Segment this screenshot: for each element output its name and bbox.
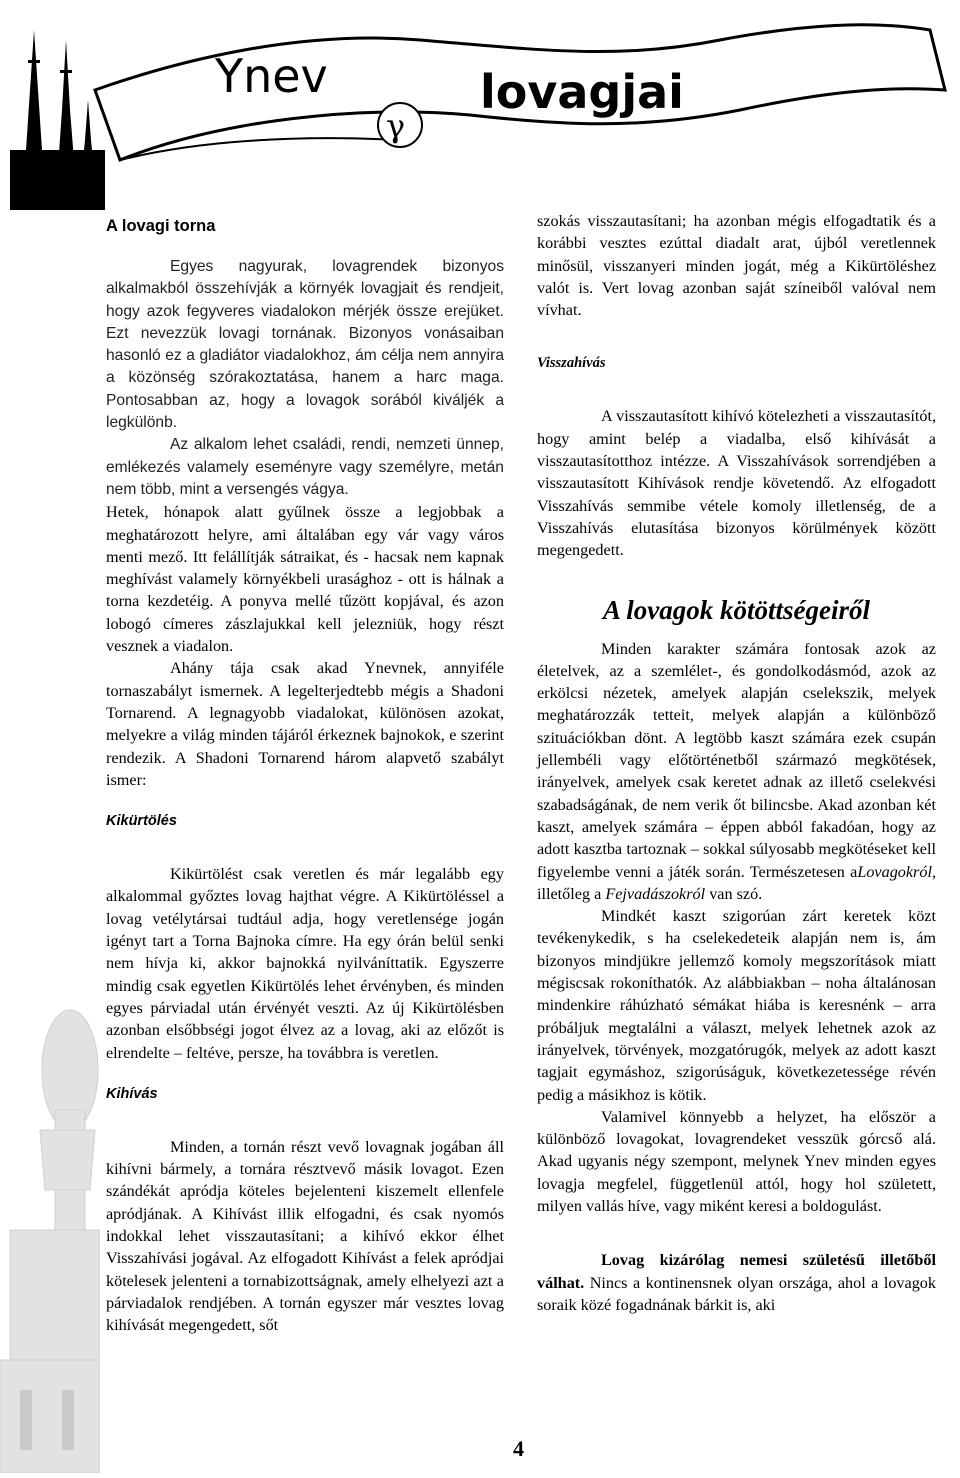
- knight-statue-icon: [0, 210, 100, 1473]
- right-column: [537, 210, 936, 1316]
- paragraph: Egyes nagyurak, lovagrendek bizonyos alkalmakból összehívják a környék lovagjait és rendjeit, hogy azok fegyveres viadalokon mérjék össze erejüket. Ezt nevezzük lovagi tornának. Bizonyos vonásaiban hasonló ez a gladiátor viadalokhoz, ám célja nem annyira a közönség szórakoztatása, hanem a harc maga. Pontosabban az, hogy a lovagok sorából kiváljék a legkülönb.: [106, 258, 504, 432]
- emblem-glyph: γ: [386, 107, 406, 145]
- paragraph: szokás visszautasítani; ha azonban mégis elfogadtatik és a korábbi vesztes ezúttal diadalt arat, újból veretlennek minősül, visszanyeri minden jogát, még a Kikürtöléshez valót is. Vert lovag azonban saját színeiből valóval nem vívhat.: [537, 212, 936, 320]
- paragraph-text: van szó.: [705, 884, 763, 903]
- subheading: Visszahívás: [537, 355, 606, 372]
- paragraph: Mindkét kaszt szigorúan zárt keretek közt tevékenykedik, s ha cselekedeteik alapján nem is, ám bizonyos mindjükre jellemző komoly megszorítások miatt mégiscsak rokoníthatók. Az alábbiakban – noha általánosan mindenkire ráhúzható sémákat hiába is keresnénk – arra próbáljuk megtalálni a választ, melyek lehetnek azok az irányelvek, törvények, mozgatórugók, melyek az adott kaszt tagjait egymáshoz, szigorúságuk, következetessége révén pedig a másikhoz is kötik.: [537, 907, 936, 1104]
- title-word-2: lovagjai: [480, 65, 684, 119]
- paragraph: Az alkalom lehet családi, rendi, nemzeti ünnep, emlékezés valamely eseményre vagy személyre, metán nem több, mint a versengés vágya.: [106, 436, 504, 498]
- bold-statement: Lovag kizárólag nemesi születésű illetőből válhat.: [537, 1251, 936, 1292]
- paragraph: [537, 638, 936, 906]
- banner-art: [0, 0, 960, 210]
- subheading: Kikürtölés: [106, 813, 177, 830]
- left-column: [106, 210, 504, 1336]
- header-banner: [0, 0, 960, 210]
- paragraph: [537, 1249, 936, 1316]
- paragraph: Ahány tája csak akad Ynevnek, annyiféle tornaszabályt ismernek. A legelterjedtebb mégis a Shadoni Tornarend. A legnagyobb viadalokat, különösen azokat, melyekre a világ minden tájáról érkeznek bajnokok, e szerint rendezik. A Shadoni Tornarend három alapvető szabályt ismer:: [106, 659, 504, 789]
- paragraph-text: Nincs a kontinensnek olyan országa, ahol a lovagok soraik közé fogadnának bárkit is, aki: [537, 1273, 936, 1314]
- paragraph: Hetek, hónapok alatt gyűlnek össze a legjobbak a meghatározott helyre, ami általában egy vár vagy város menti mező. Itt felállítják sátraikat, és - hacsak nem kapnak meghívást valamely környékbeli urasághoz - ott is hálnak a torna kezdetéig. A ponyva mellé tűzött kopjával, és azon lobogó címeres zászlajukkal kell jelezniük, hogy részt vesznek a viadalon.: [106, 503, 504, 656]
- paragraph: Kikürtölést csak veretlen és már legalább egy alkalommal győztes lovag hajthat végre. A Kikürtöléssel a lovag vetélytársai tudtául adja, hogy veretlensége jogán igényt tart a Torna Bajnoka címre. Ha egy órán belül senki nem hívja ki, akkor bajnokká nyilváníttatik. Egyszerre mindig csak egyetlen Kikürtölés lehet érvényben, és minden egyes párviadal után érvényét veszti. Az új Kikürtölésben azonban elsőbbségi jogot élvez az a lovag, aki az előzőt is elrendelte – feltéve, persze, ha továbbra is veretlen.: [106, 865, 504, 1062]
- paragraph-text: , illetőleg a: [537, 862, 936, 903]
- paragraph-text: Minden karakter számára fontosak azok az életelvek, az a szemlélet-, és gondolkodásmód, azok az erkölcsi nézetek, amelyek alapján cselekszik, melyek meghatározzák tetteit, melyek alapján a különböző szituációkban dönt. A legtöbb kaszt számára ezek csupán jellembéli vagy előtörténetből származó megkötések, irányelvek, amelyek csak keretet adnak az illető cselekvési szabadságának, de nem verik őt bilincsbe. Akad azonban két kaszt, amelyek számára – éppen abból fakadóan, hogy az adott kasztba tartoznak – sokkal súlyosabb megkötéseket kell figyelembe venni a játék során. Természetesen a: [537, 639, 936, 881]
- section-heading: A lovagi torna: [106, 217, 216, 235]
- castle-spires-icon: [10, 30, 105, 210]
- page-number: 4: [513, 1436, 524, 1461]
- subheading: Kihívás: [106, 1085, 158, 1102]
- emphasis: Lovagokról: [857, 862, 932, 881]
- section-heading: A lovagok kötöttségeiről: [603, 594, 870, 625]
- title-word-1: Ynev: [215, 49, 328, 103]
- paragraph: Valamivel könnyebb a helyzet, ha először a különböző lovagokat, lovagrendeket vesszük górcső alá. Akad ugyanis négy szempont, melynek Ynev minden egyes lovagja megfelel, függetlenül attól, hogy hol született, milyen vallás híve, vagy miként keresi a boldogulást.: [537, 1107, 936, 1215]
- paragraph: A visszautasított kihívó kötelezheti a visszautasítót, hogy amint belép a viadalba, első kihívását a visszautasítotthoz intézze. A Visszahívások sorrendjében a visszautasított Kihívások rendje követendő. Az elfogadott Visszahívás semmibe vétele komoly illetlenség, de a Visszahívás elutasítása bizonyos körülmények között megengedett.: [537, 407, 936, 560]
- emphasis: Fejvadászokról: [605, 884, 706, 903]
- paragraph: Minden, a tornán részt vevő lovagnak jogában áll kihívni bármely, a tornára résztvevő másik lovagot. Ezen szándékát apródja köteles bejelenteni kiszemelt ellenfele apródjának. A Kihívást illik elfogadni, és csak nyomós indokkal lehet visszautasítani; a kihívó ekkor élhet Visszahívási jogával. Az elfogadott Kihívást a felek apródjai kötelesek jelenteni a tornabizottságnak, amely elhelyezi azt a párviadalok rendjében. A tornán egyszer már vesztes lovag kihívását megengedett, sőt: [106, 1137, 504, 1335]
- decorative-sidebar: [0, 210, 100, 1473]
